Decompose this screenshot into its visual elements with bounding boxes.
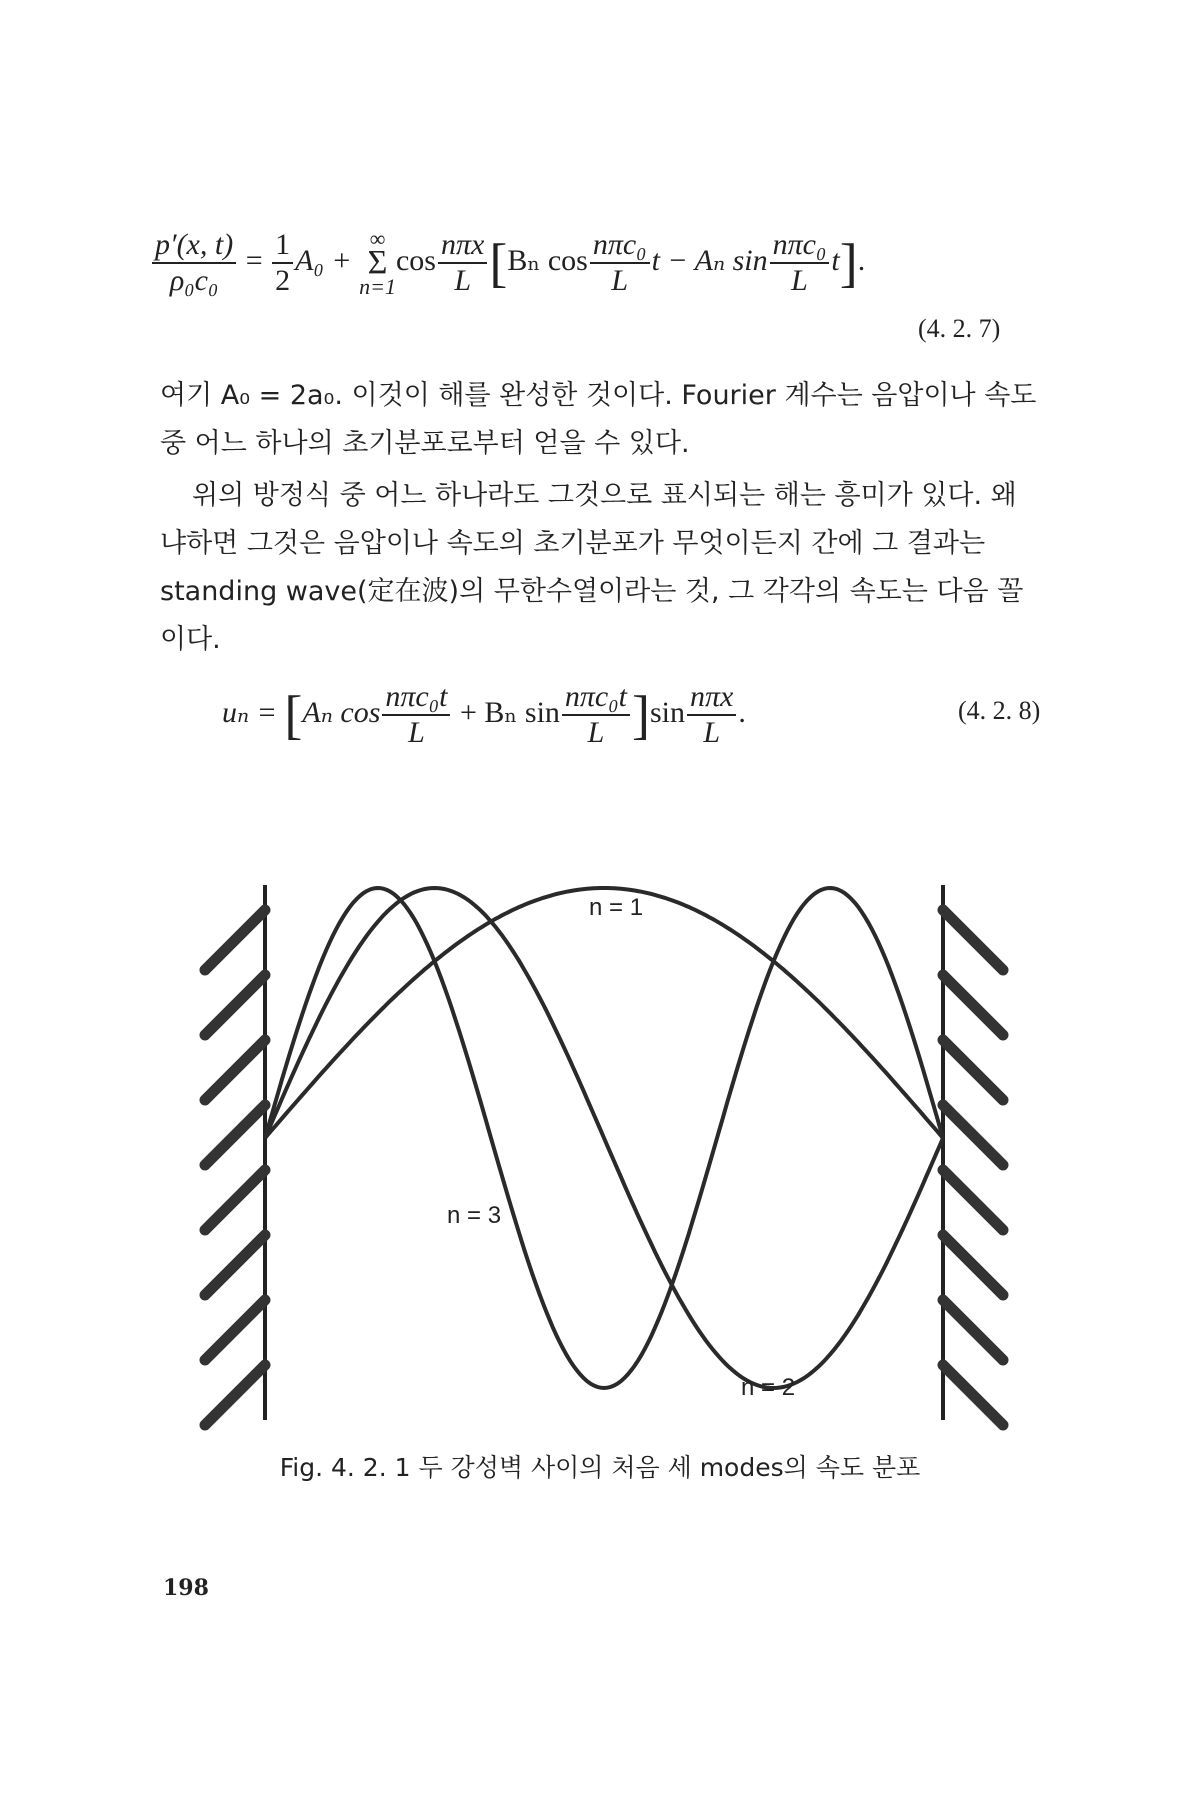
- eq1-sum-upper: ∞: [369, 226, 386, 251]
- eq1-arg2-num: nπc₀: [590, 228, 650, 264]
- eq2-an-cos: Aₙ cos: [302, 695, 381, 729]
- equation-number-4-2-8: (4. 2. 8): [958, 696, 1041, 725]
- eq2-lhs: uₙ =: [222, 695, 277, 729]
- left-wall-hatching: [205, 910, 265, 1425]
- equation-4-2-7: $\frac{p'(x, t)}{\text{ρ₀c₀}}$ = $\frac{1}{2}$ A₀ + ∞ Σ n=1 cos $\frac{\text{nπx}}{L}$ [Bₙ cos $\frac{\text{nπc₀}}{L}$ t − Aₙ sin $\frac{\text{nπc₀}}{L}$ t].: [150, 228, 865, 298]
- eq1-t-minus-an-sin: t − Aₙ sin: [651, 243, 768, 277]
- eq1-t-end: t: [831, 243, 840, 277]
- eq2-arg3-den: L: [703, 716, 721, 749]
- eq1-sum-lower: n=1: [359, 274, 396, 299]
- eq2-arg1-den: L: [408, 716, 425, 749]
- mode-n2-curve: [265, 888, 943, 1388]
- eq1-half-den: 2: [275, 264, 291, 297]
- eq1-lhs-denominator: ρ₀c₀: [169, 264, 219, 297]
- label-n3: n = 3: [447, 1202, 502, 1229]
- eq2-arg3-num: nπx: [687, 680, 736, 716]
- eq1-arg3-den: L: [791, 264, 808, 297]
- eq2-arg2-num: nπc₀t: [562, 680, 630, 716]
- figure-caption: Fig. 4. 2. 1 두 강성벽 사이의 처음 세 modes의 속도 분포: [279, 1453, 921, 1482]
- eq1-cos: cos: [395, 243, 436, 277]
- eq1-half-num: 1: [272, 228, 293, 264]
- eq1-close-bracket: ]: [839, 233, 858, 293]
- eq1-bn-cos: Bₙ cos: [507, 243, 588, 277]
- eq1-arg3-num: nπc₀: [770, 228, 830, 264]
- eq2-arg1-num: nπc₀t: [382, 680, 450, 716]
- eq2-arg2-den: L: [587, 716, 605, 749]
- paragraph-2: 위의 방정식 중 어느 하나라도 그것으로 표시되는 해는 흥미가 있다. 왜냐하면 그것은 음압이나 속도의 초기분포가 무엇이든지 간에 그 결과는 standing wave(定在波)의 무한수열이라는 것, 그 각각의 속도는 다음 꼴이다.: [160, 480, 1024, 655]
- equation-number-4-2-7: (4. 2. 7): [918, 314, 1001, 343]
- sigma-symbol: Σ: [367, 244, 388, 281]
- eq2-plus-bn-sin: + Bₙ sin: [459, 695, 560, 729]
- paragraph-1: 여기 A₀ = 2a₀. 이것이 해를 완성한 것이다. Fourier 계수는 음압이나 속도 중 어느 하나의 초기분포로부터 얻을 수 있다.: [160, 380, 1037, 459]
- eq1-open-bracket: [: [489, 233, 508, 293]
- equation-4-2-8: uₙ = [Aₙ cos $\frac{\text{nπc₀t}}{L}$ + Bₙ sin $\frac{\text{nπc₀t}}{L}$ ]sin $\frac{\text{nπx}}{L}$ .: [222, 680, 746, 749]
- eq2-sin: sin: [650, 695, 686, 729]
- eq1-a0-term: A₀ +: [295, 243, 352, 277]
- eq1-arg1-den: L: [454, 264, 471, 297]
- eq1-equals: =: [245, 243, 263, 277]
- eq2-open-bracket: [: [284, 685, 303, 745]
- page-number: 198: [163, 1575, 209, 1601]
- eq2-close-bracket: ]: [632, 685, 650, 745]
- label-n1: n = 1: [589, 894, 644, 921]
- mode-n1-curve: [265, 888, 943, 1138]
- eq1-arg2-den: L: [611, 264, 629, 297]
- eq1-lhs-numerator: p′(x, t): [152, 228, 236, 264]
- eq1-arg1-num: nπx: [438, 228, 487, 264]
- label-n2: n = 2: [741, 1374, 796, 1401]
- right-wall-hatching: [943, 910, 1003, 1425]
